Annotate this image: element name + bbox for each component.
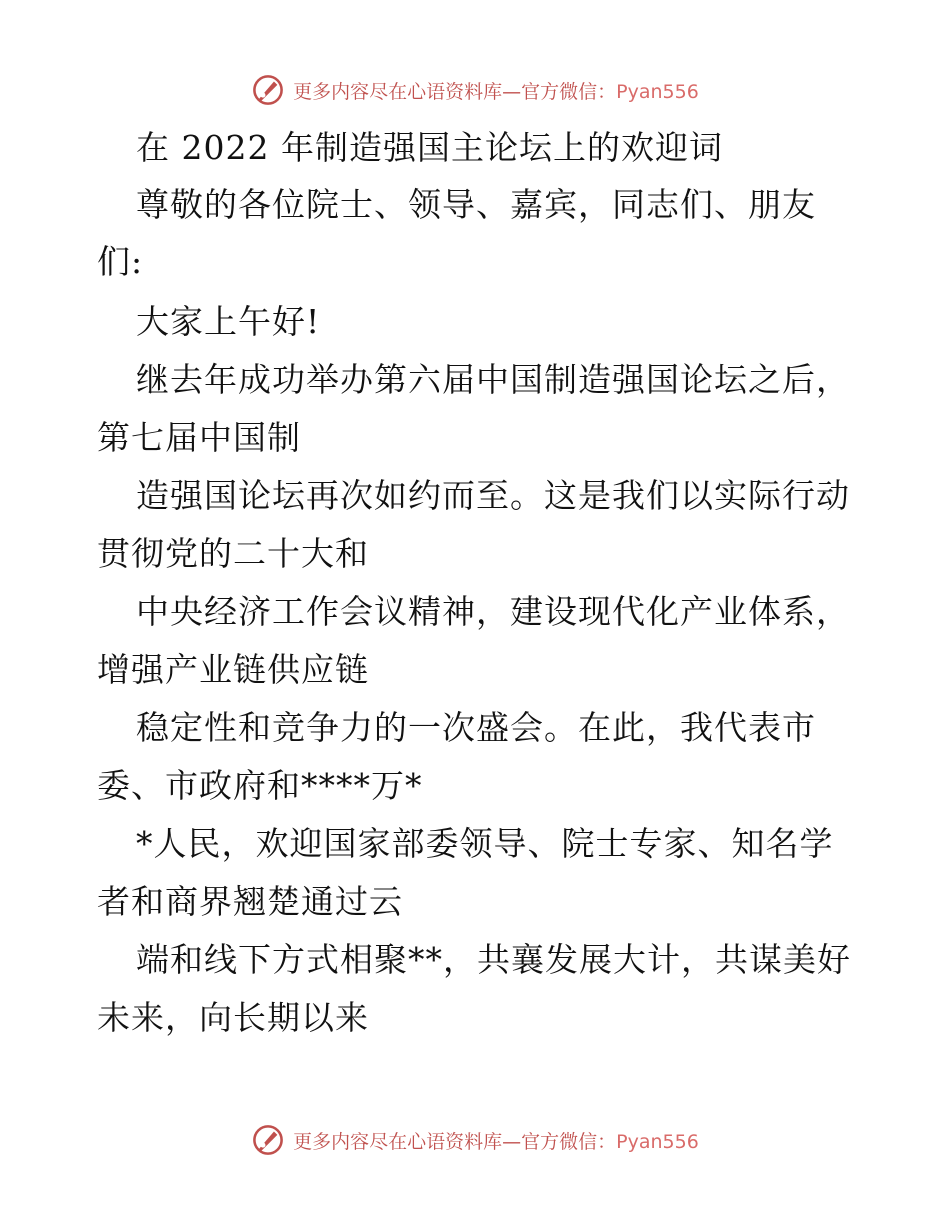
document-line: 稳定性和竞争力的一次盛会。在此，我代表市 — [136, 708, 816, 747]
document-line: 第七届中国制 — [97, 418, 301, 457]
document-line: 们: — [97, 242, 144, 281]
watermark-text: 更多内容尽在心语资料库—官方微信： Pyan556 — [293, 80, 699, 103]
pen-nib-logo-icon — [251, 73, 285, 107]
document-line: 未来，向长期以来 — [97, 998, 369, 1037]
watermark-banner-top — [0, 70, 950, 110]
pen-nib-logo-icon — [251, 1123, 285, 1157]
document-line: 委、市政府和****万* — [97, 766, 423, 805]
watermark-banner-bottom — [0, 1120, 950, 1160]
document-line: 者和商界翘楚通过云 — [97, 882, 403, 921]
document-line: 继去年成功举办第六届中国制造强国论坛之后， — [136, 360, 850, 399]
document-line: *人民，欢迎国家部委领导、院士专家、知名学 — [136, 824, 834, 863]
document-line: 造强国论坛再次如约而至。这是我们以实际行动 — [136, 476, 850, 515]
document-line: 大家上午好! — [136, 302, 321, 341]
document-line: 中央经济工作会议精神，建设现代化产业体系， — [136, 592, 850, 631]
document-line: 端和线下方式相聚**，共襄发展大计，共谋美好 — [136, 940, 851, 979]
document-line: 尊敬的各位院士、领导、嘉宾，同志们、朋友 — [136, 185, 816, 224]
document-line: 贯彻党的二十大和 — [97, 534, 369, 573]
document-line: 增强产业链供应链 — [97, 650, 369, 689]
document-title: 在 2022 年制造强国主论坛上的欢迎词 — [136, 128, 723, 167]
watermark-text: 更多内容尽在心语资料库—官方微信： Pyan556 — [293, 1130, 699, 1153]
